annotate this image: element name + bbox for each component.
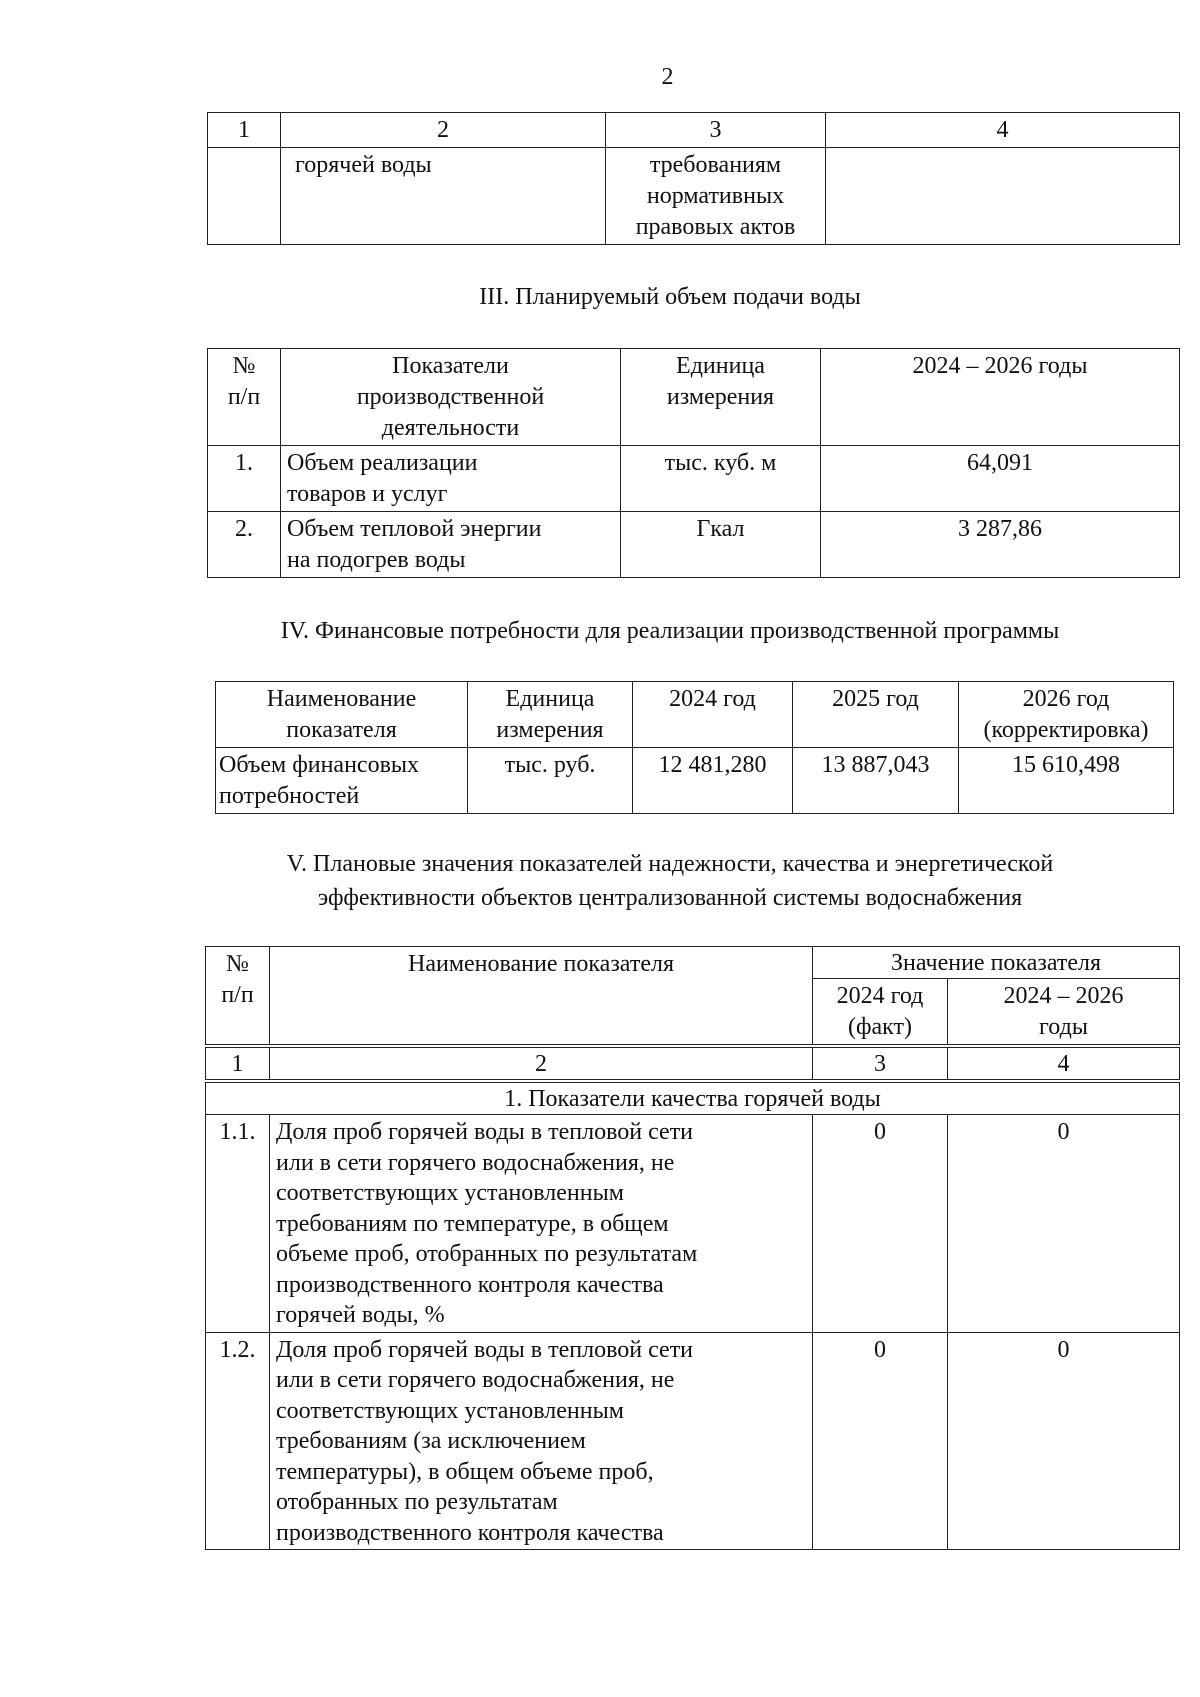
table-header-row	[206, 947, 1180, 979]
row-name	[281, 512, 621, 578]
cell-line: температуры), в общем объеме проб,	[276, 1458, 654, 1485]
table-row	[208, 446, 1180, 512]
table-cell	[826, 148, 1180, 245]
table-row	[208, 512, 1180, 578]
header-cell	[959, 682, 1174, 748]
section5-table	[205, 946, 1180, 1550]
cell-line: нормативных	[646, 183, 785, 209]
table-cell	[606, 148, 826, 245]
table-row	[208, 148, 1180, 245]
cell-line: или в сети горячего водоснабжения, не	[276, 1149, 675, 1176]
col-number-cell: 1	[208, 113, 281, 148]
col-number-cell: 2	[270, 1046, 813, 1081]
section4-table	[215, 681, 1174, 814]
table-row	[206, 1115, 1180, 1333]
column-number-row	[206, 1046, 1180, 1081]
col-number-cell: 3	[606, 113, 826, 148]
row-unit: тыс. руб.	[468, 748, 633, 814]
page-number: 2	[661, 64, 674, 90]
cell-line: требованиям по температуре, в общем	[276, 1210, 669, 1237]
row-value-fact: 0	[813, 1332, 948, 1550]
table-header-row	[208, 349, 1180, 446]
cell-line: Объем реализации	[287, 450, 478, 476]
cell-line: Показатели	[392, 353, 509, 379]
header-cell	[208, 349, 281, 446]
group-row	[206, 1081, 1180, 1115]
row-value-2024: 12 481,280	[633, 748, 793, 814]
cell-line: соответствующих установленным	[276, 1180, 624, 1206]
cell-line: Наименование	[266, 686, 417, 712]
header-cell: 2024 год	[633, 682, 793, 748]
table-header-row	[208, 113, 1180, 148]
cell-line: правовых актов	[635, 214, 796, 240]
continuation-table	[207, 112, 1180, 245]
header-cell	[281, 349, 621, 446]
row-unit: тыс. куб. м	[621, 446, 821, 512]
cell-line: показателя	[286, 717, 397, 743]
table-row	[216, 748, 1174, 814]
header-cell: 2025 год	[793, 682, 959, 748]
cell-line: требованиям	[649, 152, 782, 178]
cell-line: производственного контроля качества	[276, 1519, 664, 1546]
group-title: 1. Показатели качества горячей воды	[206, 1081, 1180, 1115]
cell-line: деятельности	[381, 415, 520, 441]
section3-table	[207, 348, 1180, 578]
cell-line: объеме проб, отобранных по результатам	[276, 1241, 698, 1267]
header-cell	[621, 349, 821, 446]
row-text	[270, 1332, 813, 1550]
cell-line: годы	[1039, 1014, 1088, 1040]
header-cell	[216, 682, 468, 748]
row-number: 1.1.	[206, 1115, 270, 1333]
cell-line: 2024 год	[836, 983, 924, 1009]
section5-title	[0, 847, 1200, 915]
header-cell	[813, 979, 948, 1047]
cell-line: соответствующих установленным	[276, 1397, 624, 1424]
row-number: 1.2.	[206, 1332, 270, 1550]
col-number-cell: 1	[206, 1046, 270, 1081]
cell-line: №	[232, 353, 256, 379]
cell-line: Объем финансовых	[219, 752, 420, 778]
cell-line: требованиям (за исключением	[276, 1428, 586, 1454]
header-cell: Наименование показателя	[270, 947, 813, 1047]
header-cell: Значение показателя	[813, 947, 1180, 979]
row-text	[270, 1115, 813, 1333]
cell-line: измерения	[496, 717, 604, 743]
cell-line: измерения	[666, 384, 775, 410]
cell-line: (корректировка)	[983, 717, 1149, 743]
cell-line: производственной	[356, 384, 545, 410]
row-value-plan: 0	[948, 1332, 1180, 1550]
cell-line: п/п	[221, 982, 254, 1008]
table-cell: горячей воды	[281, 148, 606, 245]
col-number-cell: 2	[281, 113, 606, 148]
header-cell	[206, 947, 270, 1047]
title-line: V. Плановые значения показателей надежности, качества и энергетической	[286, 851, 1054, 877]
table-row	[206, 1332, 1180, 1550]
row-value: 3 287,86	[821, 512, 1180, 578]
title-line: эффективности объектов централизованной системы водоснабжения	[317, 885, 1023, 911]
cell-line: 2024 – 2026	[1003, 983, 1124, 1009]
section4-title: IV. Финансовые потребности для реализации производственной программы	[280, 618, 1060, 644]
row-value: 64,091	[821, 446, 1180, 512]
section3-title: III. Планируемый объем подачи воды	[479, 284, 861, 310]
row-unit: Гкал	[621, 512, 821, 578]
cell-line: Единица	[505, 686, 595, 712]
row-name	[216, 748, 468, 814]
cell-line: товаров и услуг	[287, 481, 448, 507]
col-number-cell: 4	[948, 1046, 1180, 1081]
row-value-fact: 0	[813, 1115, 948, 1333]
table-header-row	[216, 682, 1174, 748]
cell-line: потребностей	[219, 783, 360, 809]
header-cell	[468, 682, 633, 748]
cell-line: на подогрев воды	[287, 547, 466, 573]
cell-line: Доля проб горячей воды в тепловой сети	[276, 1336, 694, 1363]
cell-line: Доля проб горячей воды в тепловой сети	[276, 1119, 694, 1145]
cell-line: (факт)	[847, 1014, 913, 1040]
row-value-2026: 15 610,498	[959, 748, 1174, 814]
table-cell	[208, 148, 281, 245]
cell-line: №	[226, 951, 249, 977]
col-number-cell: 3	[813, 1046, 948, 1081]
cell-line: п/п	[227, 384, 261, 410]
cell-line: 2026 год	[1022, 686, 1110, 712]
row-number: 2.	[208, 512, 281, 578]
row-number: 1.	[208, 446, 281, 512]
cell-line: производственного контроля качества	[276, 1271, 664, 1298]
header-cell: 2024 – 2026 годы	[821, 349, 1180, 446]
cell-line: Объем тепловой энергии	[287, 516, 542, 542]
col-number-cell: 4	[826, 113, 1180, 148]
row-value-2025: 13 887,043	[793, 748, 959, 814]
cell-line: или в сети горячего водоснабжения, не	[276, 1367, 675, 1393]
cell-line: горячей воды, %	[276, 1302, 445, 1328]
row-value-plan: 0	[948, 1115, 1180, 1333]
cell-line: отобранных по результатам	[276, 1489, 558, 1515]
row-name	[281, 446, 621, 512]
header-cell	[948, 979, 1180, 1047]
cell-line: Единица	[676, 353, 765, 379]
